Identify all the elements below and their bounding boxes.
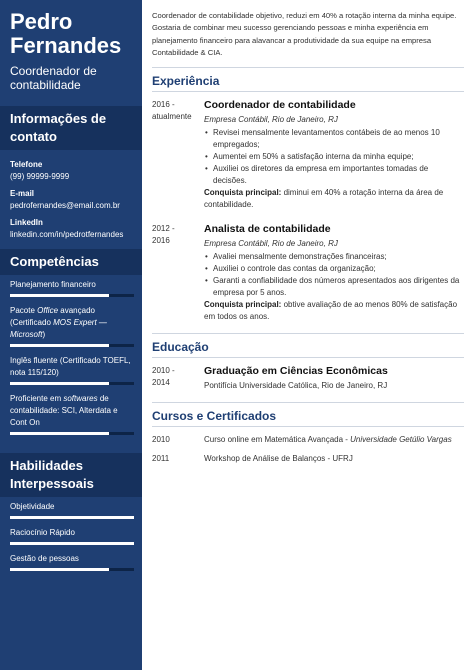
- job-employer: Empresa Contábil, Rio de Janeiro, RJ: [204, 115, 338, 125]
- job-title: Coordenador de contabilidade: [204, 99, 356, 112]
- job-bullet: • Avaliei mensalmente demonstrações financeiras;: [204, 251, 464, 263]
- institution: Pontifícia Universidade Católica, Rio de Janeiro, RJ: [204, 381, 388, 391]
- email-value: pedrofernandes@email.com.br: [10, 201, 120, 210]
- courses-heading: Cursos e Certificados: [152, 409, 464, 427]
- phone-label: Telefone: [10, 160, 43, 169]
- phone-value: (99) 99999-9999: [10, 172, 70, 181]
- linkedin-label: LinkedIn: [10, 218, 43, 227]
- job-entry: [152, 99, 464, 211]
- skill-item: [10, 393, 132, 435]
- job-bullet: • Auxiliei o controle das contas da organização;: [204, 263, 464, 275]
- course-entry: [152, 453, 464, 465]
- skill-level-bar: [10, 344, 134, 347]
- education-date: 2010 - 2014: [152, 366, 175, 388]
- divider: [152, 402, 464, 403]
- course-date: 2011: [152, 454, 170, 464]
- job-entry: [152, 223, 464, 323]
- contact-section: [0, 150, 142, 243]
- skill-item: [10, 279, 132, 297]
- job-achievement: Conquista principal: obtive avaliação de ao menos 80% de satisfação em todos os anos.: [204, 300, 458, 322]
- soft-skill-level-fill: [10, 542, 134, 545]
- soft-skill-level-bar: [10, 568, 134, 571]
- summary-text: Coordenador de contabilidade objetivo, reduzi em 40% a rotação interna da minha equipe. Gostaria de combinar meu sucesso gerenciando pessoas e minha experiência em planejamento financeiro para alavancar a produtividade da sua equipe na empresa Contabilidade & CIA.: [152, 11, 457, 57]
- skill-level-fill: [10, 432, 109, 435]
- contact-heading: Informações de contato: [0, 106, 142, 150]
- job-bullet: • Auxiliei os diretores da empresa em importantes tomadas de decisões.: [204, 163, 464, 187]
- course-entry: [152, 434, 464, 446]
- job-title: Analista de contabilidade: [204, 223, 331, 236]
- candidate-name: [0, 0, 142, 58]
- skill-text: Proficiente em softwares de contabilidade: SCI, Alterdata e Cont On: [10, 394, 118, 427]
- divider: [152, 333, 464, 334]
- soft-skill-level-fill: [10, 568, 109, 571]
- soft-skill-text: Objetividade: [10, 502, 55, 511]
- soft-skill-level-bar: [10, 516, 134, 519]
- soft-skill-text: Raciocínio Rápido: [10, 528, 75, 537]
- education-entry: [152, 365, 464, 392]
- soft-skill-item: [10, 553, 132, 571]
- soft-skill-level-fill: [10, 516, 134, 519]
- skill-level-fill: [10, 294, 109, 297]
- skills-heading: Competências: [0, 249, 142, 275]
- skill-level-bar: [10, 294, 134, 297]
- job-achievement: Conquista principal: diminui em 40% a rotação interna da área de contabilidade.: [204, 188, 444, 210]
- experience-heading: Experiência: [152, 74, 464, 92]
- linkedin-value: linkedin.com/in/pedrotfernandes: [10, 230, 124, 239]
- job-bullets: [204, 127, 464, 187]
- job-employer: Empresa Contábil, Rio de Janeiro, RJ: [204, 239, 338, 249]
- education-heading: Educação: [152, 340, 464, 358]
- skill-level-bar: [10, 432, 134, 435]
- skill-level-fill: [10, 344, 109, 347]
- job-bullet: • Garanti a confiabilidade dos números apresentados aos dirigentes da empresa por 5 anos.: [204, 275, 464, 299]
- skill-text: Inglês fluente (Certificado TOEFL, nota 115/120): [10, 356, 131, 377]
- course-text: Curso online em Matemática Avançada - Universidade Getúlio Vargas: [204, 435, 452, 445]
- sidebar: [0, 0, 142, 670]
- course-date: 2010: [152, 435, 170, 445]
- soft-skill-item: [10, 527, 132, 545]
- soft-skills-list: [0, 497, 142, 583]
- name-line-2: Fernandes: [10, 33, 122, 58]
- name-line-1: Pedro: [10, 9, 73, 34]
- job-bullet: • Revisei mensalmente levantamentos contábeis de ao menos 10 empregados;: [204, 127, 464, 151]
- soft-skill-text: Gestão de pessoas: [10, 554, 79, 563]
- divider: [152, 67, 464, 68]
- email-label: E-mail: [10, 189, 35, 198]
- skill-level-fill: [10, 382, 109, 385]
- skill-text: Planejamento financeiro: [10, 280, 96, 289]
- soft-skills-heading: Habilidades Interpessoais: [0, 453, 142, 497]
- candidate-role: Coordenador de contabilidade: [10, 64, 97, 92]
- soft-skill-item: [10, 501, 132, 519]
- skill-item: [10, 305, 132, 347]
- main-content: [142, 0, 474, 670]
- skill-level-bar: [10, 382, 134, 385]
- job-bullets: [204, 251, 464, 299]
- job-bullet: • Aumentei em 50% a satisfação interna da minha equipe;: [204, 151, 464, 163]
- course-text: Workshop de Análise de Balanços - UFRJ: [204, 454, 353, 464]
- skill-item: [10, 355, 132, 385]
- job-date: 2016 - atualmente: [152, 100, 192, 122]
- job-date: 2012 - 2016: [152, 224, 175, 246]
- degree-title: Graduação em Ciências Econômicas: [204, 365, 388, 378]
- skills-list: [0, 275, 142, 447]
- soft-skill-level-bar: [10, 542, 134, 545]
- skill-text: Pacote Office avançado (Certificado MOS Expert — Microsoft): [10, 306, 107, 339]
